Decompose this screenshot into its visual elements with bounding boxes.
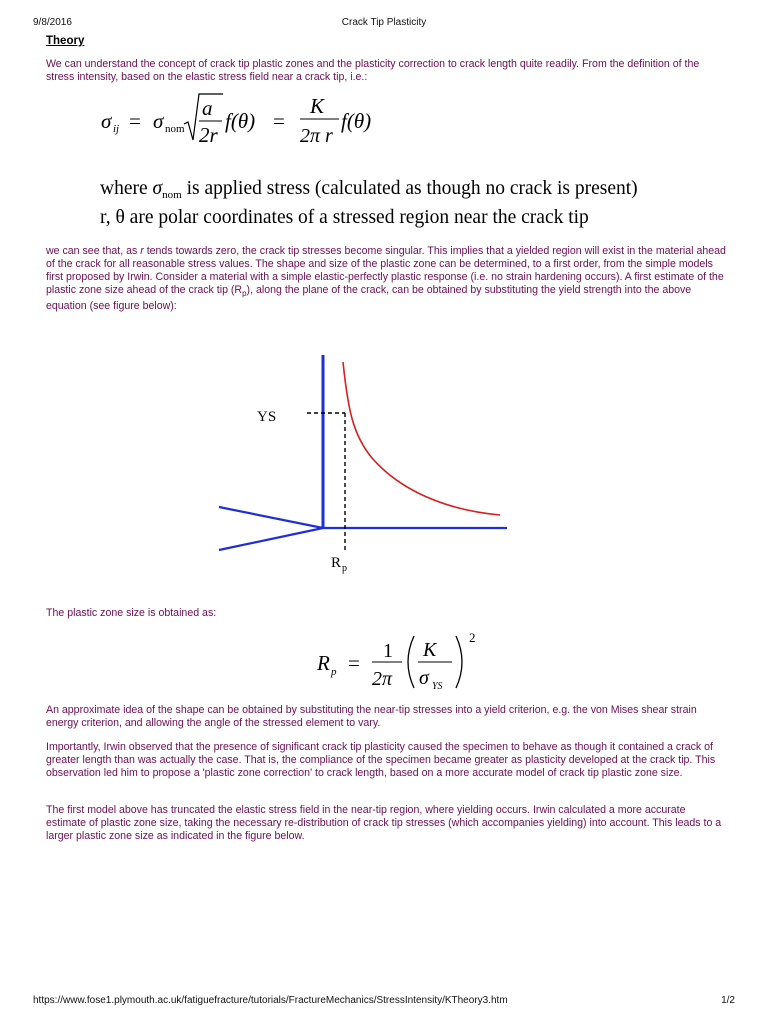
eq2-sub-ys: YS (432, 681, 443, 692)
plastic-zone-figure (215, 350, 515, 580)
eq2-sub-p: p (331, 666, 337, 678)
rp-subscript: p (342, 563, 347, 574)
shape-paragraph: An approximate idea of the shape can be obtained by substituting the near-tip stresses into a yield criterion, e.g. the von Mises shear strain energy criterion, and allowing the angle of the stressed element to vary. (46, 704, 697, 730)
eq-f-theta-1: f(θ) (225, 109, 256, 133)
eq2-one: 1 (383, 640, 393, 662)
correction-paragraph: Importantly, Irwin observed that the presence of significant crack tip plasticity caused the specimen to behave as though it contained a crack of greater length than was actually the case. That is, the compliance of the specimen became greater as plasticity developed at the crack tip. This observation led him to propose a 'plastic zone correction' to crack length, based on a more accurate model of crack tip plastic zone size. (46, 741, 716, 780)
where-nom: nom (162, 189, 182, 201)
eq-f-theta-2: f(θ) (341, 109, 372, 133)
eq-sigma-ij: σ (101, 109, 112, 133)
eq-sub-ij: ij (113, 123, 120, 135)
polar-line: r, θ are polar coordinates of a stressed region near the crack tip (100, 207, 589, 228)
where-text-2: is applied stress (calculated as though no crack is present) (181, 178, 638, 199)
intro-paragraph: We can understand the concept of crack tip plastic zones and the plasticity correction to crack length quite readily. From the definition of the stress intensity, based on the elastic stress field near a crack tip, i.e.: (46, 58, 700, 84)
truncated-model-paragraph: The first model above has truncated the elastic stress field in the near-tip region, where yielding occurs. Irwin calculated a more accurate estimate of plastic zone size, taking the necessary re-distribution of crack tip stresses (which accompanies yielding) into account. This leads to a larger plastic zone size as indicated in the figure below. (46, 804, 722, 843)
eq-sigma-nom: σ (153, 109, 164, 133)
plastic-zone-size-text: The plastic zone size is obtained as: (46, 607, 217, 619)
rp-label: R (331, 555, 342, 571)
eq-2r: 2r (199, 123, 218, 147)
irwin-paragraph: we can see that, as r tends towards zero, the crack tip stresses become singular. This implies that a yielded region will exist in the material ahead of the crack for all reasonable stress values. The shape and size of the plastic zone can be determined, to a first order, from the simple models first proposed by Irwin. Consider a material with a simple elastic-perfectly plastic response (i.e. no strain hardening occurs). A first estimate of the plastic zone size ahead of the crack tip $(R_p)$, along the plane of the crack, can be obtained by substituting the yield strength into the above equation (see figure below): (46, 245, 726, 313)
source-url: https://www.fose1.plymouth.ac.uk/fatiguefracture/tutorials/FractureMechanics/StressIntensity/KTheory3.htm (33, 995, 508, 1006)
eq-a: a (202, 96, 213, 120)
eq2-K: K (423, 639, 437, 661)
eq-2pir: 2π r (300, 125, 333, 147)
stress-field-equation (95, 88, 425, 158)
eq-K: K (310, 94, 325, 118)
eq2-2pi: 2π (372, 668, 393, 690)
print-date: 9/8/2016 (33, 17, 72, 28)
crack-flank-upper (219, 507, 323, 528)
eq-sub-nom: nom (165, 123, 185, 135)
eq-equals-1: = (129, 109, 141, 133)
print-title: Crack Tip Plasticity (341, 17, 427, 28)
section-heading: Theory (46, 35, 85, 47)
where-sigma: σ (152, 178, 163, 199)
eq-equals-2: = (273, 109, 285, 133)
left-paren (408, 636, 414, 688)
crack-flank-lower (219, 528, 323, 550)
page-number: 1/2 (721, 995, 735, 1006)
where-text-1: where (100, 178, 153, 199)
eq2-sigma: σ (419, 667, 429, 689)
eq2-R: R (317, 651, 330, 675)
eq2-equals: = (348, 651, 360, 675)
ys-label: YS (257, 409, 277, 425)
plastic-zone-equation (312, 628, 482, 694)
eq2-square: 2 (469, 630, 476, 645)
where-line (100, 178, 638, 201)
right-paren (456, 636, 462, 688)
elastic-stress-curve (343, 362, 500, 515)
